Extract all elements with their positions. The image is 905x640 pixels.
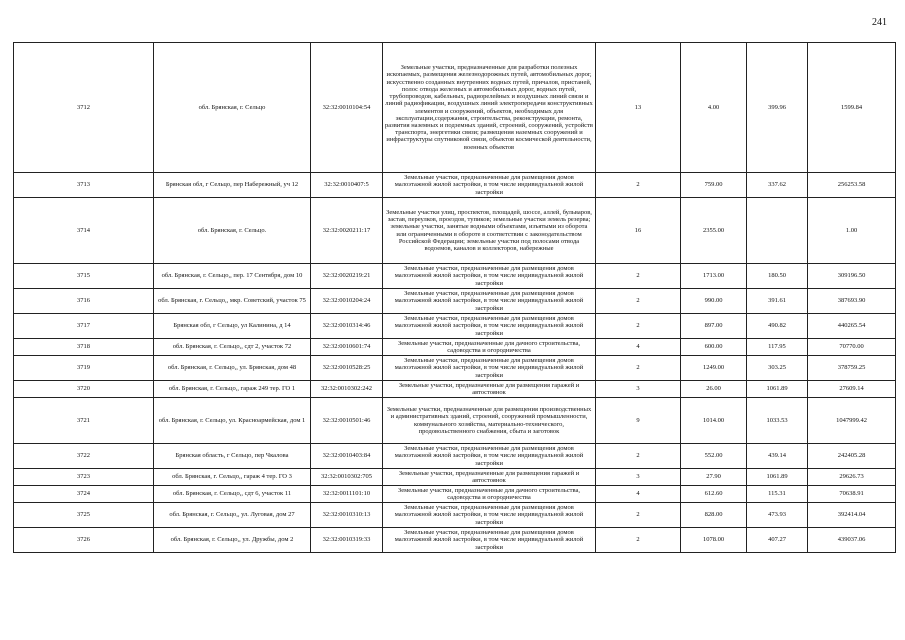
permitted-use-cell: Земельные участки, предназначенные для размещения гаражей и автостоянок — [383, 469, 596, 486]
cadastral-value-cell: 387693.90 — [808, 289, 896, 314]
specific-value-cell: 303.25 — [747, 356, 808, 381]
cadastral-number-cell: 32:32:0010407:5 — [311, 173, 383, 198]
area-cell: 828.00 — [681, 503, 747, 528]
specific-value-cell: 1033.53 — [747, 398, 808, 444]
permitted-use-cell: Земельные участки, предназначенные для размещения домов малоэтажной жилой застройки, в том числе индивидуальной жилой застройки — [383, 503, 596, 528]
row-number: 3724 — [14, 486, 154, 503]
cadastral-value-cell: 1.00 — [808, 198, 896, 264]
address-cell: Брянская обл, г Сельцо, ул Калинина, д 14 — [154, 314, 311, 339]
table-row — [14, 398, 896, 444]
cadastral-number-cell: 32:32:0010302:242 — [311, 381, 383, 398]
cadastral-number-cell: 32:32:0010310:13 — [311, 503, 383, 528]
specific-value-cell: 399.96 — [747, 43, 808, 173]
permitted-use-cell: Земельные участки, предназначенные для размещения гаражей и автостоянок — [383, 381, 596, 398]
address-cell: Брянская обл, г Сельцо, пер Набережный, уч 12 — [154, 173, 311, 198]
area-cell: 26.00 — [681, 381, 747, 398]
permitted-use-cell: Земельные участки улиц, проспектов, площадей, шоссе, аллей, бульваров, застав, переулков, проездов, тупиков; земельные участки земель резерва; земельные участки, занятые водными объектами, изъятыми из оборота или ограниченными в обороте в соответствии с законодательством Российской Федерации; земельные участки под полосами отвода водоемов, каналов и коллекторов, набережные — [383, 198, 596, 264]
address-cell: обл. Брянская, г. Сельцо,, гараж 249 тер. ГО 1 — [154, 381, 311, 398]
cadastral-number-cell: 32:32:0011101:10 — [311, 486, 383, 503]
area-cell: 990.00 — [681, 289, 747, 314]
address-cell: обл. Брянская, г. Сельцо,, ул. Дружбы, дом 2 — [154, 528, 311, 553]
specific-value-cell: 115.31 — [747, 486, 808, 503]
permitted-use-cell: Земельные участки, предназначенные для дачного строительства, садоводства и огородничества — [383, 486, 596, 503]
table-row — [14, 503, 896, 528]
use-group-cell: 4 — [596, 486, 681, 503]
permitted-use-cell: Земельные участки, предназначенные для размещения домов малоэтажной жилой застройки, в том числе индивидуальной жилой застройки — [383, 528, 596, 553]
permitted-use-cell: Земельные участки, предназначенные для размещения домов малоэтажной жилой застройки, в том числе индивидуальной жилой застройки — [383, 356, 596, 381]
use-group-cell: 3 — [596, 469, 681, 486]
specific-value-cell: 337.62 — [747, 173, 808, 198]
table-row — [14, 173, 896, 198]
permitted-use-cell: Земельные участки, предназначенные для размещения домов малоэтажной жилой застройки, в том числе индивидуальной жилой застройки — [383, 444, 596, 469]
row-number: 3715 — [14, 264, 154, 289]
row-number: 3726 — [14, 528, 154, 553]
cadastral-value-cell: 392414.04 — [808, 503, 896, 528]
address-cell: обл. Брянская, г. Сельцо,, сдт 6, участок 11 — [154, 486, 311, 503]
use-group-cell: 3 — [596, 381, 681, 398]
table-row — [14, 43, 896, 173]
table-row — [14, 469, 896, 486]
specific-value-cell: 1061.89 — [747, 381, 808, 398]
address-cell: обл. Брянская, г. Сельцо. — [154, 198, 311, 264]
use-group-cell: 9 — [596, 398, 681, 444]
address-cell: обл. Брянская, г. Сельцо,, ул. Луговая, дом 27 — [154, 503, 311, 528]
specific-value-cell: 180.50 — [747, 264, 808, 289]
use-group-cell: 13 — [596, 43, 681, 173]
address-cell: обл. Брянская, г. Сельцо, ул. Красноармейская, дом 1 — [154, 398, 311, 444]
specific-value-cell: 490.82 — [747, 314, 808, 339]
specific-value-cell: 391.61 — [747, 289, 808, 314]
use-group-cell: 2 — [596, 528, 681, 553]
address-cell: обл. Брянская, г. Сельцо,, сдт 2, участок 72 — [154, 339, 311, 356]
row-number: 3722 — [14, 444, 154, 469]
cadastral-number-cell: 32:32:0010528:25 — [311, 356, 383, 381]
cadastral-number-cell: 32:32:0010501:46 — [311, 398, 383, 444]
use-group-cell: 2 — [596, 444, 681, 469]
use-group-cell: 2 — [596, 503, 681, 528]
use-group-cell: 2 — [596, 356, 681, 381]
use-group-cell: 2 — [596, 173, 681, 198]
row-number: 3716 — [14, 289, 154, 314]
use-group-cell: 2 — [596, 289, 681, 314]
area-cell: 1713.00 — [681, 264, 747, 289]
specific-value-cell — [747, 198, 808, 264]
row-number: 3717 — [14, 314, 154, 339]
permitted-use-cell: Земельные участки, предназначенные для размещения производственных и административных зданий, строений, сооружений промышленности, коммунального хозяйства, материально-технического, продовольственного снабжения, сбыта и заготовок — [383, 398, 596, 444]
table-row — [14, 198, 896, 264]
permitted-use-cell: Земельные участки, предназначенные для разработки полезных ископаемых, размещения железнодорожных путей, автомобильных дорог, искусственно созданных внутренних водных путей, причалов, пристаней, полос отвода железных и автомобильных дорог, водных путей, трубопроводов, кабельных, радиорелейных и воздушных линий связи и линий радиофикации, воздушных линий электропередачи конструктивных элементов и сооружений, объектов, необходимых для эксплуатации,содержания, строительства, реконструкции, ремонта, развития наземных и подземных зданий, строений, сооружений, устройств транспорта, энергетики связи; размещения наземных сооружений и инфраструктуры спутниковой связи, объектов космической деятельности, военных объектов — [383, 43, 596, 173]
area-cell: 27.90 — [681, 469, 747, 486]
permitted-use-cell: Земельные участки, предназначенные для размещения домов малоэтажной жилой застройки, в том числе индивидуальной жилой застройки — [383, 173, 596, 198]
specific-value-cell: 1061.89 — [747, 469, 808, 486]
cadastral-value-cell: 256253.58 — [808, 173, 896, 198]
specific-value-cell: 439.14 — [747, 444, 808, 469]
area-cell: 552.00 — [681, 444, 747, 469]
row-number: 3712 — [14, 43, 154, 173]
area-cell: 612.60 — [681, 486, 747, 503]
cadastral-number-cell: 32:32:0020211:17 — [311, 198, 383, 264]
table-row — [14, 486, 896, 503]
use-group-cell: 2 — [596, 264, 681, 289]
cadastral-value-cell: 1599.84 — [808, 43, 896, 173]
cadastral-value-cell: 29626.73 — [808, 469, 896, 486]
cadastral-value-cell: 440265.54 — [808, 314, 896, 339]
table-row — [14, 444, 896, 469]
cadastral-value-cell: 439037.06 — [808, 528, 896, 553]
address-cell: обл. Брянская, г. Сельцо,, гараж 4 тер. ГО 3 — [154, 469, 311, 486]
cadastral-number-cell: 32:32:0020219:21 — [311, 264, 383, 289]
address-cell: обл. Брянская, г. Сельцо — [154, 43, 311, 173]
area-cell: 1014.00 — [681, 398, 747, 444]
area-cell: 759.00 — [681, 173, 747, 198]
address-cell: обл. Брянская, г. Сельцо,, пер. 17 Сентября, дом 10 — [154, 264, 311, 289]
permitted-use-cell: Земельные участки, предназначенные для размещения домов малоэтажной жилой застройки, в том числе индивидуальной жилой застройки — [383, 314, 596, 339]
cadastral-value-cell: 1047999.42 — [808, 398, 896, 444]
table-row — [14, 381, 896, 398]
table-row — [14, 289, 896, 314]
row-number: 3723 — [14, 469, 154, 486]
cadastral-number-cell: 32:32:0010319:33 — [311, 528, 383, 553]
cadastral-number-cell: 32:32:0010403:84 — [311, 444, 383, 469]
table-row — [14, 264, 896, 289]
cadastral-number-cell: 32:32:0010302:705 — [311, 469, 383, 486]
cadastral-value-cell: 70770.00 — [808, 339, 896, 356]
permitted-use-cell: Земельные участки, предназначенные для размещения домов малоэтажной жилой застройки, в том числе индивидуальной жилой застройки — [383, 264, 596, 289]
specific-value-cell: 117.95 — [747, 339, 808, 356]
row-number: 3714 — [14, 198, 154, 264]
permitted-use-cell: Земельные участки, предназначенные для размещения домов малоэтажной жилой застройки, в том числе индивидуальной жилой застройки — [383, 289, 596, 314]
cadastral-value-cell: 242405.28 — [808, 444, 896, 469]
specific-value-cell: 473.93 — [747, 503, 808, 528]
area-cell: 2355.00 — [681, 198, 747, 264]
cadastral-number-cell: 32:32:0010104:54 — [311, 43, 383, 173]
address-cell: обл. Брянская, г. Сельцо,, мкр. Советский, участок 75 — [154, 289, 311, 314]
table-row — [14, 314, 896, 339]
row-number: 3718 — [14, 339, 154, 356]
area-cell: 4.00 — [681, 43, 747, 173]
area-cell: 600.00 — [681, 339, 747, 356]
area-cell: 1078.00 — [681, 528, 747, 553]
address-cell: Брянская область, г Сельцо, пер Чкалова — [154, 444, 311, 469]
row-number: 3719 — [14, 356, 154, 381]
use-group-cell: 16 — [596, 198, 681, 264]
address-cell: обл. Брянская, г. Сельцо,, ул. Брянская, дом 48 — [154, 356, 311, 381]
specific-value-cell: 407.27 — [747, 528, 808, 553]
table-row — [14, 339, 896, 356]
cadastral-value-cell: 70638.91 — [808, 486, 896, 503]
cadastral-number-cell: 32:32:0010314:46 — [311, 314, 383, 339]
use-group-cell: 2 — [596, 314, 681, 339]
area-cell: 897.00 — [681, 314, 747, 339]
land-registry-table — [13, 42, 896, 553]
row-number: 3721 — [14, 398, 154, 444]
use-group-cell: 4 — [596, 339, 681, 356]
cadastral-number-cell: 32:32:0010204:24 — [311, 289, 383, 314]
row-number: 3720 — [14, 381, 154, 398]
cadastral-value-cell: 27609.14 — [808, 381, 896, 398]
table-row — [14, 528, 896, 553]
row-number: 3725 — [14, 503, 154, 528]
table-row — [14, 356, 896, 381]
row-number: 3713 — [14, 173, 154, 198]
cadastral-value-cell: 309196.50 — [808, 264, 896, 289]
page-number: 241 — [872, 17, 887, 28]
cadastral-number-cell: 32:32:0010601:74 — [311, 339, 383, 356]
cadastral-value-cell: 378759.25 — [808, 356, 896, 381]
area-cell: 1249.00 — [681, 356, 747, 381]
permitted-use-cell: Земельные участки, предназначенные для дачного строительства, садоводства и огородничества — [383, 339, 596, 356]
